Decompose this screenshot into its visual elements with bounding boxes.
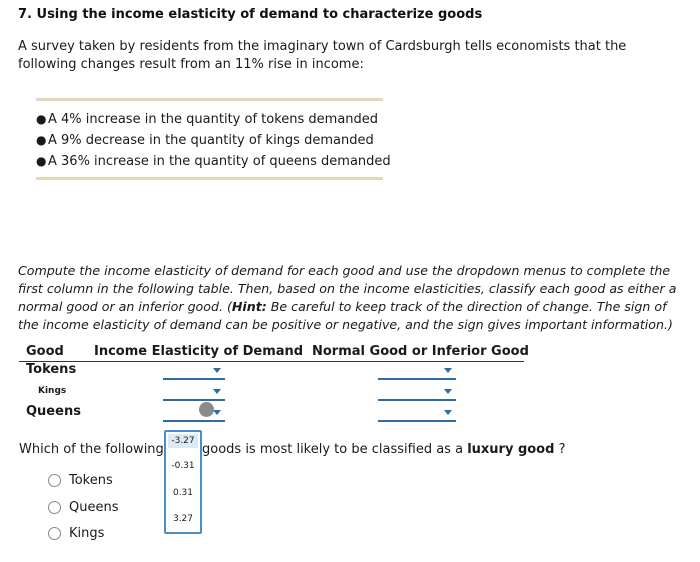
elasticity-dropdown-menu (164, 430, 202, 534)
bullet-icon: ● (36, 133, 47, 147)
chevron-down-icon (213, 389, 221, 394)
classification-dropdown-tokens[interactable] (378, 366, 456, 380)
choice-tokens[interactable]: Tokens (48, 473, 113, 488)
header-normal-inferior: Normal Good or Inferior Good (312, 344, 529, 359)
question-title: 7. Using the income elasticity of demand to characterize goods (18, 7, 483, 22)
luxury-question-prefix: Which of the following (19, 442, 164, 457)
chevron-down-icon (444, 368, 452, 373)
choice-kings[interactable]: Kings (48, 526, 104, 541)
dropdown-option[interactable]: -3.27 (168, 434, 198, 448)
dropdown-option[interactable]: 3.27 (172, 514, 194, 524)
intro-text: A survey taken by residents from the imaginary town of Cardsburgh tells economists that the following changes result from an 11% rise in income: (18, 39, 627, 72)
survey-results-box (36, 98, 391, 180)
classification-dropdown-kings[interactable] (378, 387, 456, 401)
luxury-good-label: luxury good (467, 442, 555, 457)
row-label-queens: Queens (26, 404, 81, 419)
row-label-kings: Kings (38, 386, 67, 396)
header-income-elasticity: Income Elasticity of Demand (94, 344, 304, 359)
bullet-icon: ● (36, 154, 47, 168)
header-divider (19, 361, 524, 362)
list-item: ● A 9% decrease in the quantity of kings demanded (36, 130, 391, 151)
chevron-down-icon (213, 368, 221, 373)
dropdown-option[interactable]: -0.31 (171, 461, 195, 471)
cursor-knob-icon (199, 402, 214, 417)
radio-button[interactable] (48, 527, 61, 540)
chevron-down-icon (444, 389, 452, 394)
dropdown-option[interactable]: 0.31 (172, 488, 194, 498)
classification-dropdown-queens[interactable] (378, 408, 456, 422)
elasticity-dropdown-kings[interactable] (163, 387, 225, 401)
header-good: Good (26, 344, 64, 359)
chevron-down-icon (444, 410, 452, 415)
instructions-text: Compute the income elasticity of demand for each good and use the dropdown menus to complete the first column in the following table. Then, based on the income elasticities, classify each good as either a normal good or an inferior good. (Hint: Be careful to keep track of the direction of change. The sign of the income elasticity of demand can be positive or negative, and the sign gives important information.) (18, 263, 677, 332)
list-item: ● A 36% increase in the quantity of queens demanded (36, 151, 391, 172)
elasticity-dropdown-tokens[interactable] (163, 366, 225, 380)
radio-button[interactable] (48, 501, 61, 514)
choice-queens[interactable]: Queens (48, 500, 118, 515)
row-label-tokens: Tokens (26, 362, 77, 377)
radio-button[interactable] (48, 474, 61, 487)
bullet-icon: ● (36, 112, 47, 126)
list-item: ● A 4% increase in the quantity of tokens demanded (36, 109, 391, 130)
hint-label: Hint: (231, 299, 267, 314)
luxury-question-text: goods is most likely to be classified as a luxury good ? (202, 442, 566, 457)
chevron-down-icon (213, 410, 221, 415)
elasticity-dropdown-queens[interactable] (163, 408, 225, 422)
survey-results-list (36, 109, 391, 172)
